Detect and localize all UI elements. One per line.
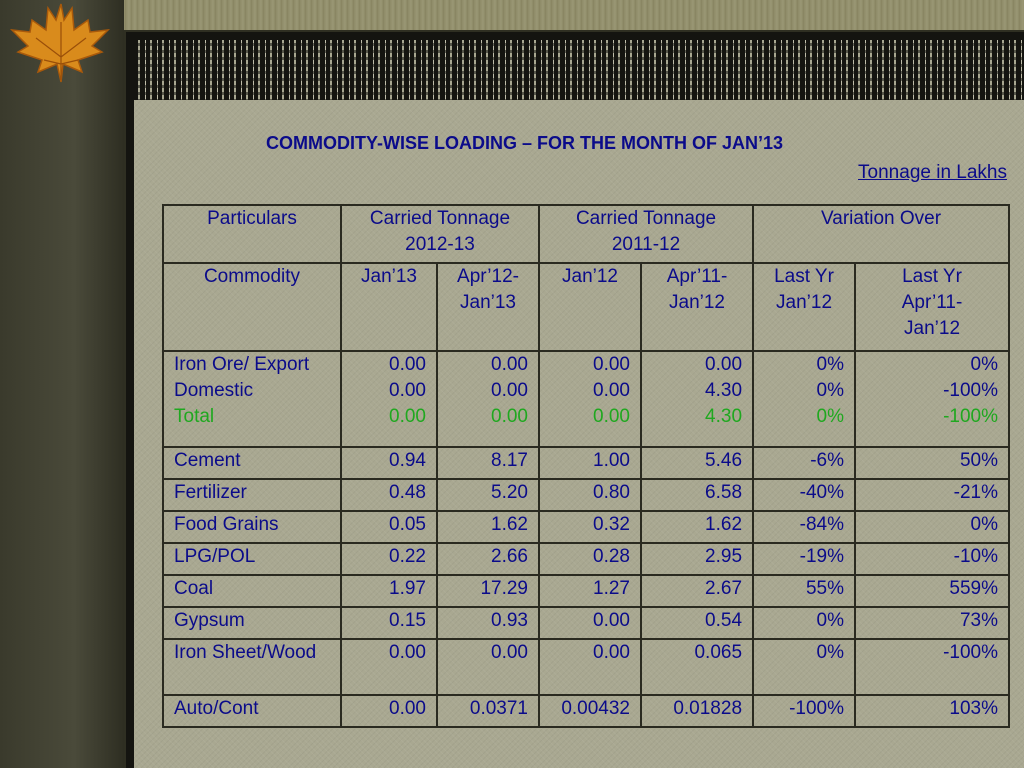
cell-apr11-jan12 — [641, 351, 753, 447]
table-row — [163, 511, 1009, 543]
table-row — [163, 479, 1009, 511]
table-row — [163, 447, 1009, 479]
cell-text: 4.30 — [705, 380, 743, 401]
cell-var-jan12: -6% — [753, 447, 855, 479]
cell-apr11-jan12: 2.67 — [641, 575, 753, 607]
cell-jan13: 0.94 — [341, 447, 437, 479]
cell-apr12-jan13: 8.17 — [437, 447, 539, 479]
cell-total-text: Total — [174, 406, 215, 427]
cell-jan13: 0.48 — [341, 479, 437, 511]
cell-jan12: 1.00 — [539, 447, 641, 479]
units-subtitle: Tonnage in Lakhs — [858, 162, 1007, 183]
header-carried-2012-13: Carried Tonnage 2012-13 — [341, 205, 539, 263]
cell-commodity: Gypsum — [163, 607, 341, 639]
cell-jan12: 0.80 — [539, 479, 641, 511]
cell-text: 0.00 — [705, 354, 743, 375]
cell-total-text: -100% — [943, 406, 999, 427]
cell-apr11-jan12: 0.54 — [641, 607, 753, 639]
table-row — [163, 639, 1009, 695]
cell-commodity: LPG/POL — [163, 543, 341, 575]
page-title: COMMODITY-WISE LOADING – FOR THE MONTH OF JAN’13 — [266, 133, 784, 153]
cell-apr12-jan13: 5.20 — [437, 479, 539, 511]
cell-text: 0.00 — [389, 380, 426, 401]
cell-jan13: 0.22 — [341, 543, 437, 575]
cell-text: 0.00 — [491, 354, 528, 375]
cell-jan12: 1.27 — [539, 575, 641, 607]
header-last-yr-jan12: Last Yr Jan’12 — [753, 263, 855, 351]
cell-var-jan12: -84% — [753, 511, 855, 543]
header-row-1 — [163, 205, 1009, 263]
cell-text: 0.00 — [593, 380, 630, 401]
cell-var-apr-jan: 0% — [855, 511, 1009, 543]
cell-commodity — [163, 351, 341, 447]
cell-apr12-jan13: 0.93 — [437, 607, 539, 639]
cell-text: Iron Ore/ Export — [174, 354, 310, 375]
cell-jan12 — [539, 351, 641, 447]
header-jan13: Jan’13 — [341, 263, 437, 351]
header-apr11-jan12: Apr’11-Jan’12 — [641, 263, 753, 351]
header-last-yr-line3: Jan’12 — [904, 318, 961, 339]
cell-commodity: Fertilizer — [163, 479, 341, 511]
cell-var-apr-jan: 559% — [855, 575, 1009, 607]
commodity-table — [162, 204, 1010, 728]
cell-jan12: 0.32 — [539, 511, 641, 543]
cell-var-jan12: 0% — [753, 639, 855, 695]
cell-jan12: 0.00432 — [539, 695, 641, 727]
cell-apr12-jan13: 2.66 — [437, 543, 539, 575]
cell-apr11-jan12: 0.065 — [641, 639, 753, 695]
header-apr12-jan13: Apr’12-Jan’13 — [437, 263, 539, 351]
cell-apr11-jan12: 1.62 — [641, 511, 753, 543]
header-variation-over: Variation Over — [753, 205, 1009, 263]
slide-header-pattern — [134, 40, 1024, 102]
cell-jan13: 0.15 — [341, 607, 437, 639]
cell-text: -100% — [943, 380, 999, 401]
cell-var-jan12 — [753, 351, 855, 447]
cell-apr12-jan13 — [437, 351, 539, 447]
cell-commodity: Iron Sheet/Wood — [163, 639, 341, 695]
cell-var-jan12: -40% — [753, 479, 855, 511]
cell-jan13: 0.00 — [341, 639, 437, 695]
cell-var-jan12: -19% — [753, 543, 855, 575]
cell-total-text: 0.00 — [491, 406, 528, 427]
cell-var-apr-jan: -10% — [855, 543, 1009, 575]
cell-apr11-jan12: 5.46 — [641, 447, 753, 479]
cell-apr12-jan13: 0.0371 — [437, 695, 539, 727]
cell-var-apr-jan: 50% — [855, 447, 1009, 479]
cell-text: 0% — [816, 354, 845, 375]
cell-apr11-jan12: 6.58 — [641, 479, 753, 511]
cell-jan12: 0.00 — [539, 639, 641, 695]
table-row-iron-ore — [163, 351, 1009, 447]
cell-apr11-jan12: 0.01828 — [641, 695, 753, 727]
header-row-2 — [163, 263, 1009, 351]
header-commodity: Commodity — [163, 263, 341, 351]
cell-var-apr-jan — [855, 351, 1009, 447]
maple-leaf-icon — [6, 2, 116, 86]
cell-var-apr-jan: 73% — [855, 607, 1009, 639]
cell-var-apr-jan: -21% — [855, 479, 1009, 511]
cell-apr12-jan13: 17.29 — [437, 575, 539, 607]
cell-text: 0.00 — [593, 354, 630, 375]
cell-apr12-jan13: 1.62 — [437, 511, 539, 543]
cell-text: 0.00 — [491, 380, 528, 401]
header-particulars: Particulars — [163, 205, 341, 263]
cell-total-text: 0% — [816, 406, 845, 427]
cell-total-text: 4.30 — [705, 406, 743, 427]
cell-total-text: 0.00 — [593, 406, 630, 427]
cell-var-jan12: 55% — [753, 575, 855, 607]
cell-commodity: Food Grains — [163, 511, 341, 543]
header-carried-2011-12: Carried Tonnage 2011-12 — [539, 205, 753, 263]
header-jan12: Jan’12 — [539, 263, 641, 351]
cell-jan13: 0.00 — [341, 695, 437, 727]
table-row — [163, 543, 1009, 575]
cell-jan12: 0.28 — [539, 543, 641, 575]
table-row — [163, 695, 1009, 727]
header-last-yr-apr-jan — [855, 263, 1009, 351]
cell-text: Domestic — [174, 380, 254, 401]
header-last-yr-line2: Apr’11- — [901, 292, 963, 313]
cell-text: 0% — [816, 380, 845, 401]
cell-jan13: 0.05 — [341, 511, 437, 543]
cell-var-apr-jan: 103% — [855, 695, 1009, 727]
header-last-yr-line1: Last Yr — [902, 266, 962, 287]
cell-jan12: 0.00 — [539, 607, 641, 639]
cell-total-text: 0.00 — [389, 406, 426, 427]
table-row — [163, 607, 1009, 639]
cell-apr11-jan12: 2.95 — [641, 543, 753, 575]
cell-commodity: Auto/Cont — [163, 695, 341, 727]
cell-var-apr-jan: -100% — [855, 639, 1009, 695]
cell-var-jan12: 0% — [753, 607, 855, 639]
table-row — [163, 575, 1009, 607]
cell-jan13: 1.97 — [341, 575, 437, 607]
cell-apr12-jan13: 0.00 — [437, 639, 539, 695]
cell-commodity: Cement — [163, 447, 341, 479]
left-decorative-strip — [0, 0, 124, 768]
cell-commodity: Coal — [163, 575, 341, 607]
cell-var-jan12: -100% — [753, 695, 855, 727]
top-decorative-band — [0, 0, 1024, 30]
cell-text: 0% — [970, 354, 999, 375]
cell-jan13 — [341, 351, 437, 447]
cell-text: 0.00 — [389, 354, 426, 375]
